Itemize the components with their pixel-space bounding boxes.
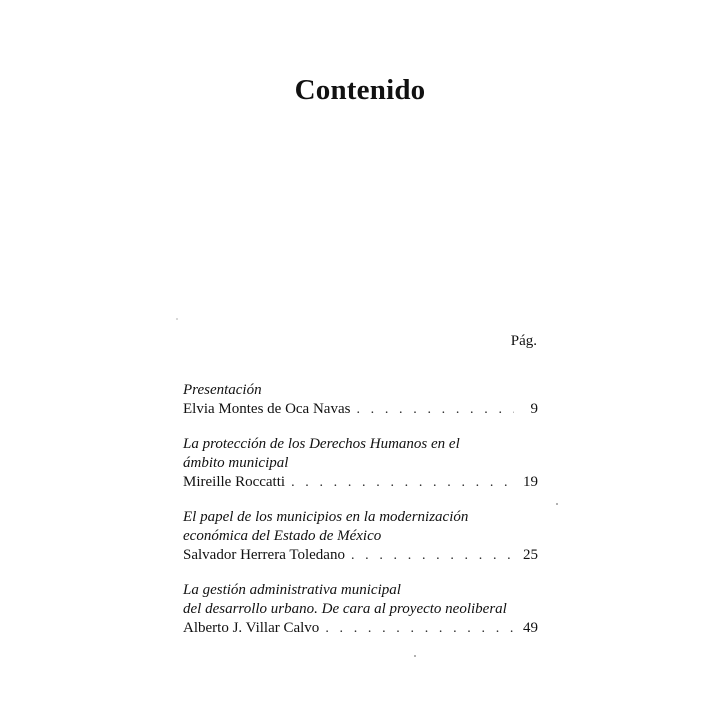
toc-author-line [183, 546, 538, 565]
scan-speck [556, 503, 558, 505]
toc-entry-author: Alberto J. Villar Calvo [183, 620, 320, 636]
toc-entry [183, 435, 538, 492]
toc-entry-page: 49 [523, 620, 538, 636]
toc-entry-author: Salvador Herrera Toledano [183, 547, 345, 563]
toc-entry [183, 508, 538, 565]
dot-leader [325, 619, 514, 638]
toc-entry [183, 381, 538, 419]
toc-entry-author: Elvia Montes de Oca Navas [183, 401, 351, 417]
toc-entry-title: La gestión administrativa municipal [183, 582, 401, 598]
toc-entry-title: La protección de los Derechos Humanos en el [183, 436, 460, 452]
page-title: Contenido [294, 74, 426, 106]
toc-author-line [183, 619, 538, 638]
dot-leader [351, 546, 514, 565]
toc-entry-page: 19 [523, 474, 538, 490]
toc-author-line [183, 473, 538, 492]
toc-entry-title-continued: ámbito municipal [183, 455, 289, 471]
scan-speck [176, 318, 178, 320]
toc-entry-title-continued: económica del Estado de México [183, 528, 382, 544]
toc-entry-page: 25 [523, 547, 538, 563]
toc-entry-page: 9 [530, 401, 538, 417]
toc-entry [183, 581, 538, 638]
toc-entry-title-continued: del desarrollo urbano. De cara al proyecto neoliberal [183, 601, 507, 617]
table-of-contents [183, 381, 538, 654]
toc-entry-title: Presentación [183, 382, 262, 398]
toc-author-line [183, 400, 538, 419]
toc-entry-title: El papel de los municipios en la modernización [183, 509, 469, 525]
scan-speck [414, 655, 416, 657]
page-column-label: Pág. [510, 333, 537, 349]
dot-leader [356, 400, 514, 419]
dot-leader [291, 473, 514, 492]
toc-entry-author: Mireille Roccatti [183, 474, 286, 490]
